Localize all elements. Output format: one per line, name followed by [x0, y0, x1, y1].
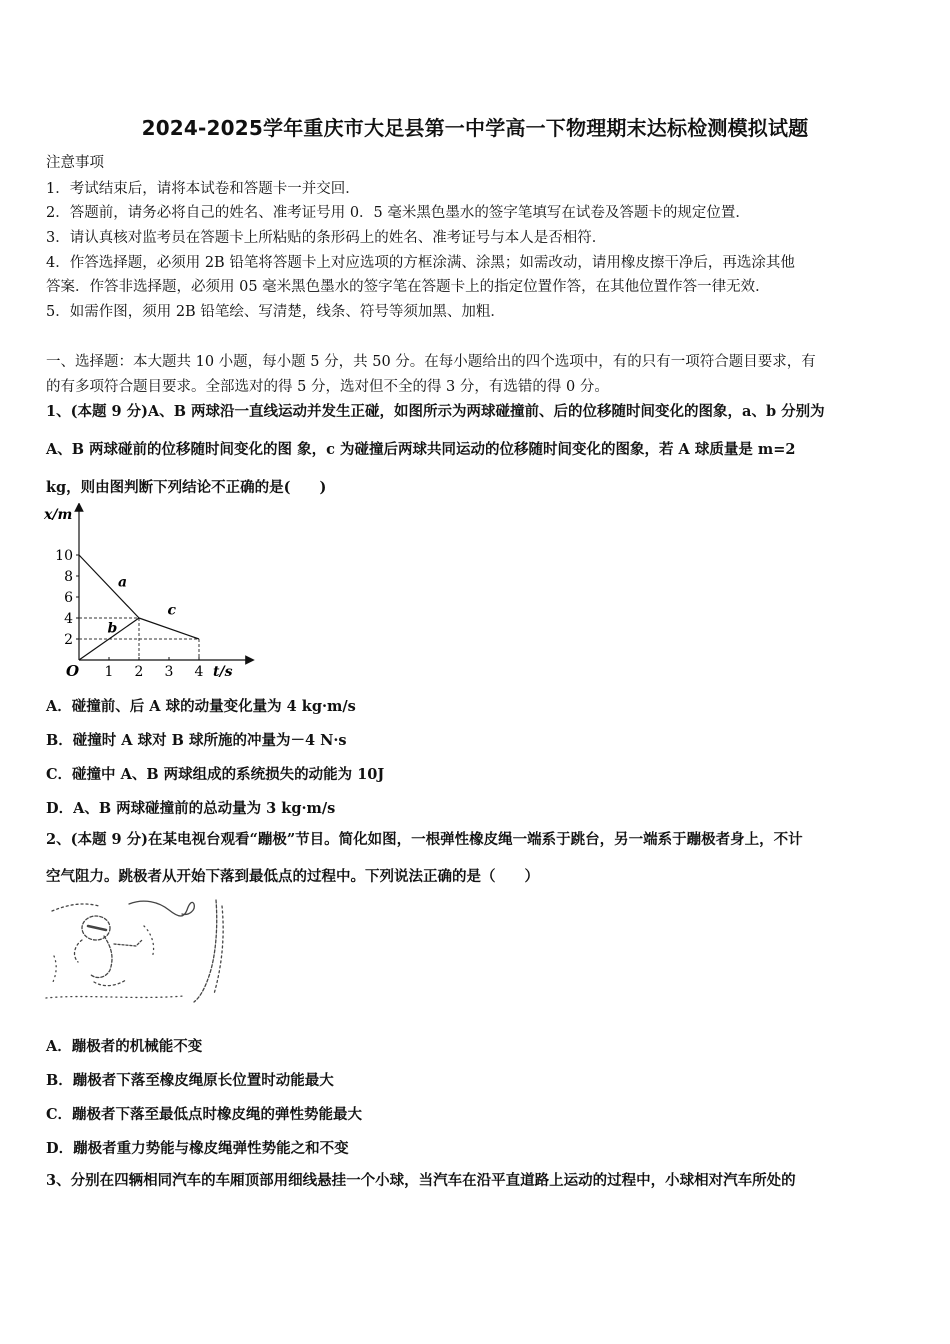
- q2-option-b[interactable]: B．蹦极者下落至橡皮绳原长位置时动能最大: [46, 1072, 334, 1089]
- x-tick-label: 2: [134, 664, 144, 680]
- y-tick-label: 2: [64, 632, 73, 648]
- notice-heading: 注意事项: [46, 155, 104, 171]
- series-line-a: [79, 555, 139, 618]
- guide-lines: [79, 618, 199, 660]
- bungee-jumper-illustration: [44, 896, 229, 1006]
- q2-option-a[interactable]: A．蹦极者的机械能不变: [46, 1038, 203, 1055]
- y-tick-label: 10: [55, 548, 73, 564]
- section-instructions: 的有多项符合题目要求。全部选对的得 5 分，选对但不全的得 3 分，有选错的得 0 分。: [46, 379, 609, 395]
- series-label-c: c: [167, 602, 177, 619]
- question-1-stem: A、B 两球碰前的位移随时间变化的图 象，c 为碰撞后两球共同运动的位移随时间变化的图象，若 A 球质量是 m=2: [46, 441, 796, 458]
- q1-option-b[interactable]: B．碰撞时 A 球对 B 球所施的冲量为－4 N·s: [46, 732, 347, 749]
- question-1-stem: kg，则由图判断下列结论不正确的是( ): [46, 479, 327, 496]
- page-title: 2024-2025学年重庆市大足县第一中学高一下物理期末达标检测模拟试题: [141, 116, 809, 140]
- question-3-stem: 3、分别在四辆相同汽车的车厢顶部用细线悬挂一个小球，当汽车在沿平直道路上运动的过程中，小球相对汽车所处的: [46, 1172, 796, 1189]
- y-tick-label: 8: [64, 569, 73, 585]
- notice-item: 3．请认真核对监考员在答题卡上所粘贴的条形码上的姓名、准考证号与本人是否相符．: [46, 230, 607, 246]
- origin-label: O: [66, 662, 80, 680]
- notice-item: 5．如需作图，须用 2B 铅笔绘、写清楚，线条、符号等须加黑、加粗．: [46, 304, 505, 320]
- x-tick-label: 4: [194, 664, 204, 680]
- question-2-stem: 空气阻力。跳极者从开始下落到最低点的过程中。下列说法正确的是（ ）: [46, 868, 539, 885]
- x-axis-label: t/s: [213, 664, 233, 680]
- q1-option-d[interactable]: D．A、B 两球碰撞前的总动量为 3 kg·m/s: [46, 800, 336, 817]
- notice-item: 4．作答选择题，必须用 2B 铅笔将答题卡上对应选项的方框涂满、涂黑；如需改动，请用橡皮擦干净后，再选涂其他: [46, 255, 795, 271]
- y-tick-label: 4: [64, 611, 73, 627]
- series-label-a: a: [118, 574, 128, 591]
- series-line-c: [139, 618, 199, 639]
- y-tick-label: 6: [64, 590, 73, 606]
- notice-item: 2．答题前，请务必将自己的姓名、准考证号用 0．5 毫米黑色墨水的签字笔填写在试卷及答题卡的规定位置．: [46, 205, 750, 221]
- q1-option-c[interactable]: C．碰撞中 A、B 两球组成的系统损失的动能为 10J: [46, 766, 385, 783]
- displacement-time-chart: [40, 503, 260, 683]
- q2-option-d[interactable]: D．蹦极者重力势能与橡皮绳弹性势能之和不变: [46, 1140, 349, 1157]
- series-label-b: b: [107, 620, 118, 637]
- section-instructions: 一、选择题：本大题共 10 小题，每小题 5 分，共 50 分。在每小题给出的四个选项中，有的只有一项符合题目要求，有: [46, 354, 816, 370]
- y-axis-label: x/m: [44, 507, 73, 523]
- q2-option-c[interactable]: C．蹦极者下落至最低点时橡皮绳的弹性势能最大: [46, 1106, 363, 1123]
- notice-item: 答案．作答非选择题，必须用 05 毫米黑色墨水的签字笔在答题卡上的指定位置作答，在其他位置作答一律无效．: [46, 279, 770, 295]
- q1-option-a[interactable]: A．碰撞前、后 A 球的动量变化量为 4 kg·m/s: [46, 698, 356, 715]
- question-1-stem: 1、(本题 9 分)A、B 两球沿一直线运动并发生正碰，如图所示为两球碰撞前、后的位移随时间变化的图象，a、b 分别为: [46, 403, 825, 420]
- x-tick-label: 3: [164, 664, 174, 680]
- notice-item: 1．考试结束后，请将本试卷和答题卡一并交回．: [46, 181, 360, 197]
- x-tick-label: 1: [104, 664, 114, 680]
- question-2-stem: 2、(本题 9 分)在某电视台观看“蹦极”节目。简化如图，一根弹性橡皮绳一端系于跳台，另一端系于蹦极者身上，不计: [46, 831, 803, 848]
